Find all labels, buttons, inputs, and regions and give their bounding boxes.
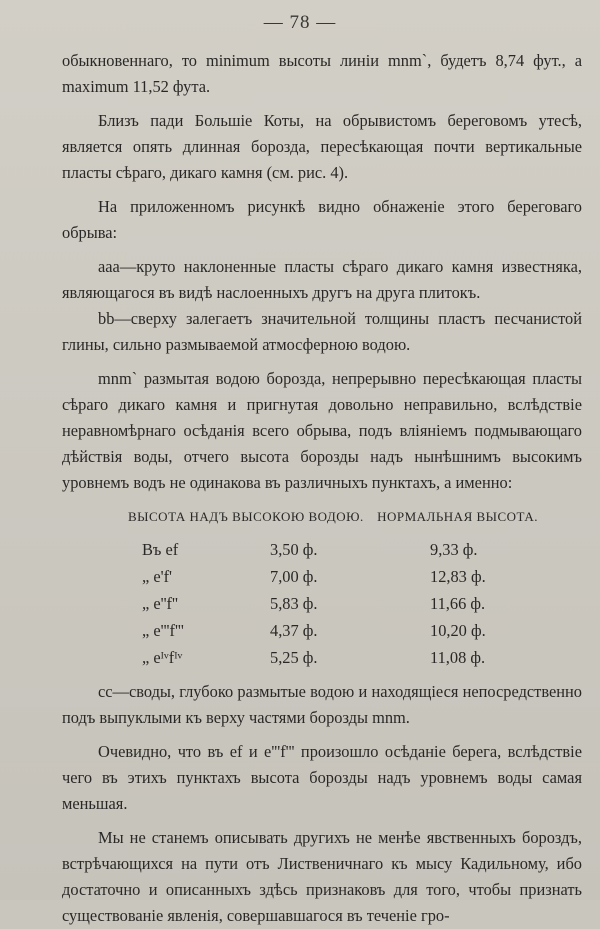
page-body (62, 48, 582, 929)
table-row (142, 536, 570, 563)
paragraph: Близъ пади Большіе Коты, на обрывистомъ береговомъ утесѣ, является опять длинная борозда, пересѣкающая почти вертикальные пласты сѣраго, дикаго камня (см. рис. 4). (62, 111, 582, 182)
table-cell-high: 4,37 ф. (270, 620, 318, 640)
table-cell-high: 3,50 ф. (270, 539, 318, 559)
table-cell-high: 5,25 ф. (270, 647, 318, 667)
table-cell-point: „ e''f'' (142, 593, 178, 613)
table-header (128, 504, 538, 530)
table-cell-normal: 11,08 ф. (430, 647, 486, 667)
table-row (142, 644, 570, 671)
paragraph: mnm` размытая водою борозда, непрерывно пересѣкающая пласты сѣраго дикаго камня и пригнутая довольно неправильно, вслѣдствіе неравномѣрнаго осѣданія всего обрыва, подъ вліяніемъ подмывающаго дѣйствія воды, отчего высота борозды надъ нынѣшнимъ высокимъ уровнемъ водъ не одинакова въ различныхъ пунктахъ, а именно: (62, 369, 582, 492)
paragraph: cc—своды, глубоко размытые водою и находящіеся непосредственно подъ выпуклыми къ верху частями борозды mnm. (62, 682, 582, 727)
table-row (142, 563, 570, 590)
table-header-high: ВЫСОТА НАДЪ ВЫСОКОЮ ВОДОЮ. (128, 509, 364, 524)
table-cell-normal: 11,66 ф. (430, 593, 486, 613)
table-cell-point: „ eᴵᵛfᴵᵛ (142, 647, 183, 667)
page-number: — 78 — (263, 12, 337, 33)
paragraph: bb—сверху залегаетъ значительной толщины пластъ песчанистой глины, сильно размываемой атмосферною водою. (62, 309, 582, 354)
table-cell-normal: 9,33 ф. (430, 539, 478, 559)
table-cell-point: „ e'f' (142, 566, 173, 586)
table-cell-high: 7,00 ф. (270, 566, 318, 586)
table-row (142, 617, 570, 644)
heights-table (142, 536, 570, 671)
table-cell-point: Въ ef (142, 539, 179, 559)
table-header-normal: НОРМАЛЬНАЯ ВЫСОТА. (377, 509, 538, 524)
table-row (142, 590, 570, 617)
table-cell-high: 5,83 ф. (270, 593, 318, 613)
paragraph: обыкновеннаго, то minimum высоты линіи mnm`, будетъ 8,74 фут., а maximum 11,52 фута. (62, 51, 582, 96)
table-cell-normal: 10,20 ф. (430, 620, 486, 640)
paragraph: Очевидно, что въ ef и e'''f''' произошло осѣданіе берега, вслѣдствіе чего въ этихъ пунктахъ высота борозды надъ уровнемъ воды самая меньшая. (62, 742, 582, 813)
table-cell-point: „ e'''f''' (142, 620, 184, 640)
paragraph: aaa—круто наклоненные пласты сѣраго дикаго камня известняка, являющагося въ видѣ наслоенныхъ другъ на друга плитокъ. (62, 257, 582, 302)
paragraph: На приложенномъ рисункѣ видно обнаженіе этого береговаго обрыва: (62, 197, 582, 242)
paragraph: Мы не станемъ описывать другихъ не менѣе явственныхъ бороздъ, встрѣчающихся на пути отъ Лиственичнаго къ мысу Кадильному, ибо достаточно и описанныхъ здѣсь признаковъ для того, чтобы признать существованіе явленія, совершавшагося въ теченіе гро- (62, 828, 582, 925)
table-cell-normal: 12,83 ф. (430, 566, 486, 586)
